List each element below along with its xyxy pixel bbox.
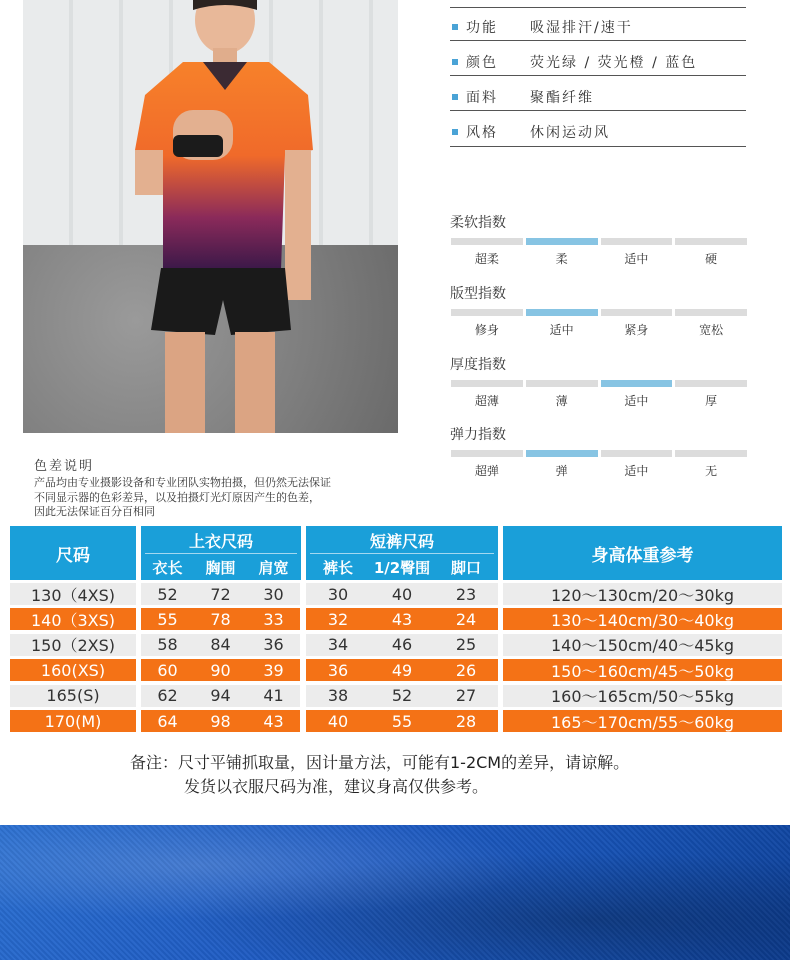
shorts-value-cell: 26 <box>434 659 498 681</box>
shorts-value-cell: 36 <box>306 659 370 681</box>
top-value-cell: 72 <box>194 583 247 605</box>
shorts-col-header: 脚口 <box>450 558 481 577</box>
index-title: 版型指数 <box>450 286 506 302</box>
info-row-style <box>450 115 746 149</box>
size-cell: 170(M) <box>10 710 136 732</box>
index-label: 适中 <box>624 394 649 408</box>
shorts-value-cell: 46 <box>370 634 434 656</box>
top-value-cell: 58 <box>141 634 194 656</box>
shorts-value-cell: 28 <box>434 710 498 732</box>
index-segment-selected <box>526 309 598 316</box>
info-row-color <box>450 45 746 79</box>
bullet-square-icon <box>452 24 458 30</box>
index-title: 弹力指数 <box>450 427 506 443</box>
remark-line-1: 备注：尺寸平铺抓取量，因计量方法，可能有1-2CM的差异，请谅解。 <box>130 753 630 772</box>
top-col-header: 肩宽 <box>258 558 289 577</box>
remark-line-2: 发货以衣服尺码为准，建议身高仅供参考。 <box>184 777 489 796</box>
top-value-cell: 98 <box>194 710 247 732</box>
shorts-value-cell: 24 <box>434 608 498 630</box>
index-labels <box>451 392 747 409</box>
shorts-value-cell: 40 <box>306 710 370 732</box>
top-value-cell: 90 <box>194 659 247 681</box>
top-value-cell: 55 <box>141 608 194 630</box>
ref-value-cell: 140～150cm/40～45kg <box>503 634 782 656</box>
ref-value-cell: 165～170cm/55～60kg <box>503 710 782 732</box>
top-value-cell: 94 <box>194 685 247 707</box>
index-label: 硬 <box>705 252 718 266</box>
shorts-value-cell: 55 <box>370 710 434 732</box>
shorts-value-cell: 32 <box>306 608 370 630</box>
index-segment <box>675 309 747 316</box>
ref-header: 身高体重参考 <box>503 526 782 580</box>
top-value-cell: 62 <box>141 685 194 707</box>
shorts-col-header: 1/2臀围 <box>373 558 431 577</box>
index-segment-selected <box>526 450 598 457</box>
bullet-square-icon <box>452 129 458 135</box>
index-label: 超薄 <box>474 394 499 408</box>
color-note-line: 产品均由专业摄影设备和专业团队实物拍摄，但仍然无法保证 <box>34 476 331 489</box>
shorts-value-cell: 34 <box>306 634 370 656</box>
top-value-cell: 78 <box>194 608 247 630</box>
index-bar <box>451 450 747 457</box>
info-divider <box>450 40 746 41</box>
info-divider <box>450 110 746 111</box>
info-value: 吸湿排汗/速干 <box>530 20 633 36</box>
shorts-value-cell: 27 <box>434 685 498 707</box>
index-segment-selected <box>601 380 673 387</box>
index-label: 紧身 <box>624 323 649 337</box>
top-value-cell: 52 <box>141 583 194 605</box>
index-label: 超柔 <box>474 252 499 266</box>
top-col-header: 衣长 <box>152 558 183 577</box>
info-key: 功能 <box>466 20 498 36</box>
index-labels <box>451 462 747 479</box>
shorts-value-cell: 52 <box>370 685 434 707</box>
shorts-value-cell: 38 <box>306 685 370 707</box>
index-segment <box>675 380 747 387</box>
size-cell: 140（3XS) <box>10 608 136 630</box>
info-row-function <box>450 10 746 44</box>
size-cell: 160(XS) <box>10 659 136 681</box>
color-note-title: 色差说明 <box>34 459 95 474</box>
top-value-cell: 64 <box>141 710 194 732</box>
index-bar <box>451 380 747 387</box>
index-label: 薄 <box>555 394 568 408</box>
shorts-header: 短裤尺码 <box>369 531 434 551</box>
index-label: 超弹 <box>474 464 499 478</box>
top-value-cell: 84 <box>194 634 247 656</box>
index-label: 适中 <box>624 464 649 478</box>
top-value-cell: 30 <box>247 583 300 605</box>
ref-value-cell: 120～130cm/20～30kg <box>503 583 782 605</box>
product-photo <box>23 0 398 433</box>
size-cell: 150（2XS) <box>10 634 136 656</box>
index-labels <box>451 321 747 338</box>
shorts-value-cell: 43 <box>370 608 434 630</box>
index-segment <box>675 450 747 457</box>
top-value-cell: 36 <box>247 634 300 656</box>
size-header: 尺码 <box>10 526 136 580</box>
top-value-cell: 60 <box>141 659 194 681</box>
size-cell: 165(S) <box>10 685 136 707</box>
bullet-square-icon <box>452 59 458 65</box>
top-value-cell: 39 <box>247 659 300 681</box>
ref-value-cell: 160～165cm/50～55kg <box>503 685 782 707</box>
shorts-value-cell: 49 <box>370 659 434 681</box>
info-divider <box>450 7 746 8</box>
index-segment <box>451 380 523 387</box>
shorts-value-cell: 25 <box>434 634 498 656</box>
color-note-line: 不同显示器的色彩差异，以及拍摄灯光灯原因产生的色差， <box>34 491 320 504</box>
index-segment <box>601 309 673 316</box>
ref-value-cell: 130～140cm/30～40kg <box>503 608 782 630</box>
info-value: 休闲运动风 <box>530 125 610 141</box>
ref-value-cell: 150～160cm/45～50kg <box>503 659 782 681</box>
index-label: 无 <box>705 464 718 478</box>
info-divider <box>450 146 746 147</box>
fabric-closeup-photo <box>0 825 790 960</box>
index-segment <box>451 309 523 316</box>
info-value: 聚酯纤维 <box>530 90 594 106</box>
index-segment <box>526 380 598 387</box>
index-label: 弹 <box>555 464 568 478</box>
index-labels <box>451 250 747 267</box>
info-key: 风格 <box>466 125 498 141</box>
index-label: 适中 <box>549 323 574 337</box>
top-value-cell: 33 <box>247 608 300 630</box>
top-value-cell: 43 <box>247 710 300 732</box>
index-segment <box>601 450 673 457</box>
shorts-col-header: 裤长 <box>322 558 353 577</box>
index-label: 修身 <box>474 323 499 337</box>
info-value: 荧光绿 / 荧光橙 / 蓝色 <box>530 55 698 71</box>
index-label: 适中 <box>624 252 649 266</box>
index-title: 厚度指数 <box>450 357 506 373</box>
child-model-illustration <box>23 0 398 433</box>
top-col-header: 胸围 <box>205 558 236 577</box>
shorts-value-cell: 30 <box>306 583 370 605</box>
info-row-fabric <box>450 80 746 114</box>
index-segment <box>451 450 523 457</box>
index-segment <box>675 238 747 245</box>
index-title: 柔软指数 <box>450 215 506 231</box>
size-cell: 130（4XS) <box>10 583 136 605</box>
shorts-value-cell: 23 <box>434 583 498 605</box>
index-bar <box>451 238 747 245</box>
color-note-line: 因此无法保证百分百相同 <box>34 505 155 518</box>
size-table <box>10 526 782 736</box>
shorts-value-cell: 40 <box>370 583 434 605</box>
info-key: 颜色 <box>466 55 498 71</box>
info-key: 面料 <box>466 90 498 106</box>
index-label: 宽松 <box>699 323 724 337</box>
bullet-square-icon <box>452 94 458 100</box>
top-value-cell: 41 <box>247 685 300 707</box>
index-segment <box>601 238 673 245</box>
index-label: 柔 <box>555 252 568 266</box>
info-divider <box>450 75 746 76</box>
top-header: 上衣尺码 <box>188 531 253 551</box>
index-segment <box>451 238 523 245</box>
index-bar <box>451 309 747 316</box>
index-segment-selected <box>526 238 598 245</box>
index-label: 厚 <box>705 394 718 408</box>
